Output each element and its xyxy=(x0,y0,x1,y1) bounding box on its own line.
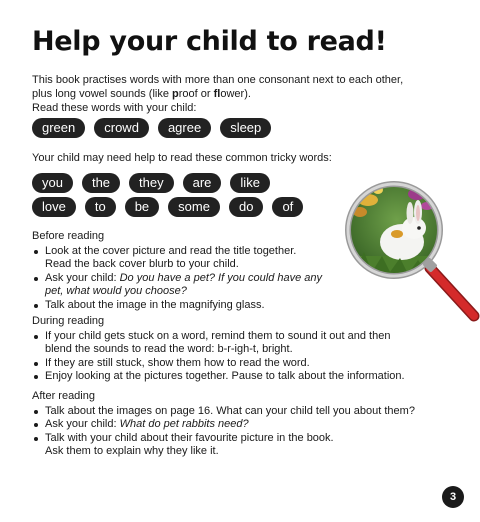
intro-line-1: This book practises words with more than one consonant next to each other, xyxy=(32,74,404,86)
page-number: 3 xyxy=(442,486,464,508)
tricky-word-pill: of xyxy=(272,197,303,217)
section-heading: After reading xyxy=(32,390,95,402)
decodable-words xyxy=(32,118,271,138)
list-item: Ask your child: Do you have a pet? If you could have any pet, what would you choose? xyxy=(32,272,432,299)
intro-line-2: plus long vowel sounds (like proof or flower). xyxy=(32,88,251,100)
tricky-words-row-1 xyxy=(32,173,270,193)
list-item: Talk about the images on page 16. What can your child tell you about them? xyxy=(32,405,462,419)
tricky-word-pill: they xyxy=(129,173,174,193)
list-item: If your child gets stuck on a word, remind them to sound it out and then blend the sounds to read the word: b-r-igh-t, bright. xyxy=(32,330,462,357)
after-reading-section xyxy=(32,390,462,459)
list-item: Ask your child: What do pet rabbits need? xyxy=(32,418,462,432)
word-pill: crowd xyxy=(94,118,149,138)
intro-text xyxy=(32,73,462,115)
magnifying-glass-icon xyxy=(342,176,480,336)
tricky-word-pill: like xyxy=(230,173,270,193)
word-pill: sleep xyxy=(220,118,271,138)
list-item: Enjoy looking at the pictures together. Pause to talk about the information. xyxy=(32,370,462,384)
intro-line-3: Read these words with your child: xyxy=(32,102,197,114)
tricky-words-intro: Your child may need help to read these common tricky words: xyxy=(32,152,332,164)
tricky-word-pill: the xyxy=(82,173,120,193)
list-item: Talk with your child about their favourite picture in the book. Ask them to explain why they like it. xyxy=(32,432,462,459)
section-heading: Before reading xyxy=(32,230,105,242)
list-item: If they are still stuck, show them how to read the word. xyxy=(32,357,462,371)
tricky-word-pill: some xyxy=(168,197,220,217)
tricky-word-pill: to xyxy=(85,197,116,217)
list-item: Talk about the image in the magnifying glass. xyxy=(32,299,432,313)
tricky-word-pill: be xyxy=(125,197,159,217)
word-pill: green xyxy=(32,118,85,138)
tricky-word-pill: love xyxy=(32,197,76,217)
tricky-word-pill: are xyxy=(183,173,222,193)
word-pill: agree xyxy=(158,118,211,138)
tricky-word-pill: do xyxy=(229,197,263,217)
tricky-words-row-2 xyxy=(32,197,303,217)
list-item: Look at the cover picture and read the title together. Read the back cover blurb to your child. xyxy=(32,245,432,272)
tricky-word-pill: you xyxy=(32,173,73,193)
section-heading: During reading xyxy=(32,315,105,327)
page-title: Help your child to read! xyxy=(32,26,387,57)
